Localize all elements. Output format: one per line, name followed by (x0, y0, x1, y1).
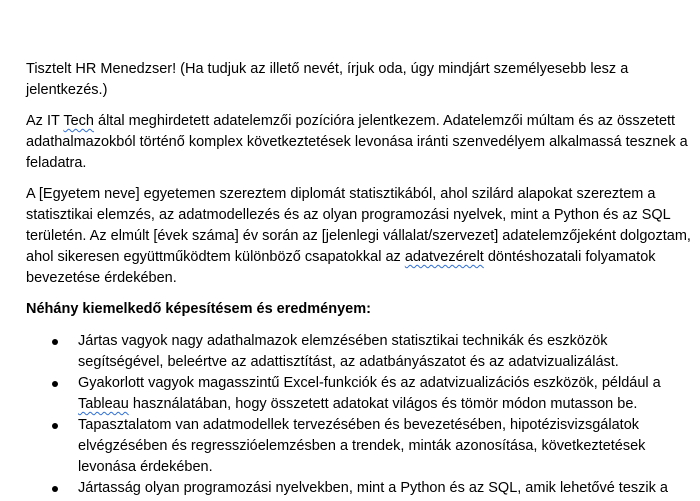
education-paragraph (26, 184, 692, 289)
list-item (26, 478, 692, 499)
intro-text-start: Az IT (26, 113, 64, 129)
list-item-text: Jártas vagyok nagy adathalmazok elemzésében statisztikai technikák és eszközök segítségével, beleértve az adattisztítást, az adatbányászatot és az adatvizualizálást. (78, 333, 619, 370)
list-item-text: Tapasztalatom van adatmodellek tervezésében és bevezetésében, hipotézisvizsgálatok elvégzésében és regresszióelemzésben a trendek, minták azonosítása, következtetések levonása érdekében. (78, 417, 646, 475)
spellcheck-word-tech: Tech (63, 113, 94, 129)
qualifications-heading: Néhány kiemelkedő képesítésem és eredményem: (26, 301, 371, 317)
qualifications-list (26, 331, 692, 499)
intro-paragraph (26, 111, 692, 174)
document-body (26, 59, 692, 499)
list-item (26, 415, 692, 478)
bullet-icon (52, 486, 58, 492)
bullet-icon (52, 381, 58, 387)
list-item-text: Jártasság olyan programozási nyelvekben, mint a Python és az SQL, amik lehetővé teszik a (78, 480, 668, 496)
intro-text-end: által meghirdetett adatelemzői pozícióra jelentkezem. Adatelemzői múltam és az összetett adathalmazokból történő komplex következtetések levonása iránti szenvedélyem alkalmassá tesznek a feladatra. (26, 113, 688, 171)
spellcheck-word-tableau: Tableau (78, 396, 129, 412)
bullet-icon (52, 339, 58, 345)
list-item-text-end: használatában, hogy összetett adatokat világos és tömör módon mutasson be. (128, 396, 638, 412)
salutation-paragraph: Tisztelt HR Menedzser! (Ha tudjuk az illető nevét, írjuk oda, úgy mindjárt személyesebb lesz a jelentkezés.) (26, 61, 629, 98)
list-item-text-start: Gyakorlott vagyok magasszintű Excel-funkciók és az adatvizualizációs eszközök, például a (78, 375, 661, 391)
list-item (26, 373, 692, 415)
education-text-start: A [Egyetem neve] egyetemen szereztem diplomát statisztikából, ahol szilárd alapokat szereztem a statisztikai elemzés, az adatmodellezés és az olyan programozási nyelvek, mint a Python és az SQL területén. Az elmúlt [évek száma] év során az [jelenlegi vállalat/szervezet] adatelemzőjeként dolgoztam, ahol sikeresen együttműködtem különböző csapatokkal az (26, 186, 691, 265)
bullet-icon (52, 423, 58, 429)
education-text-end: döntéshozatali folyamatok bevezetése érdekében. (26, 249, 656, 286)
spellcheck-word-adatvezerelt: adatvezérelt (404, 249, 484, 265)
list-item (26, 331, 692, 373)
